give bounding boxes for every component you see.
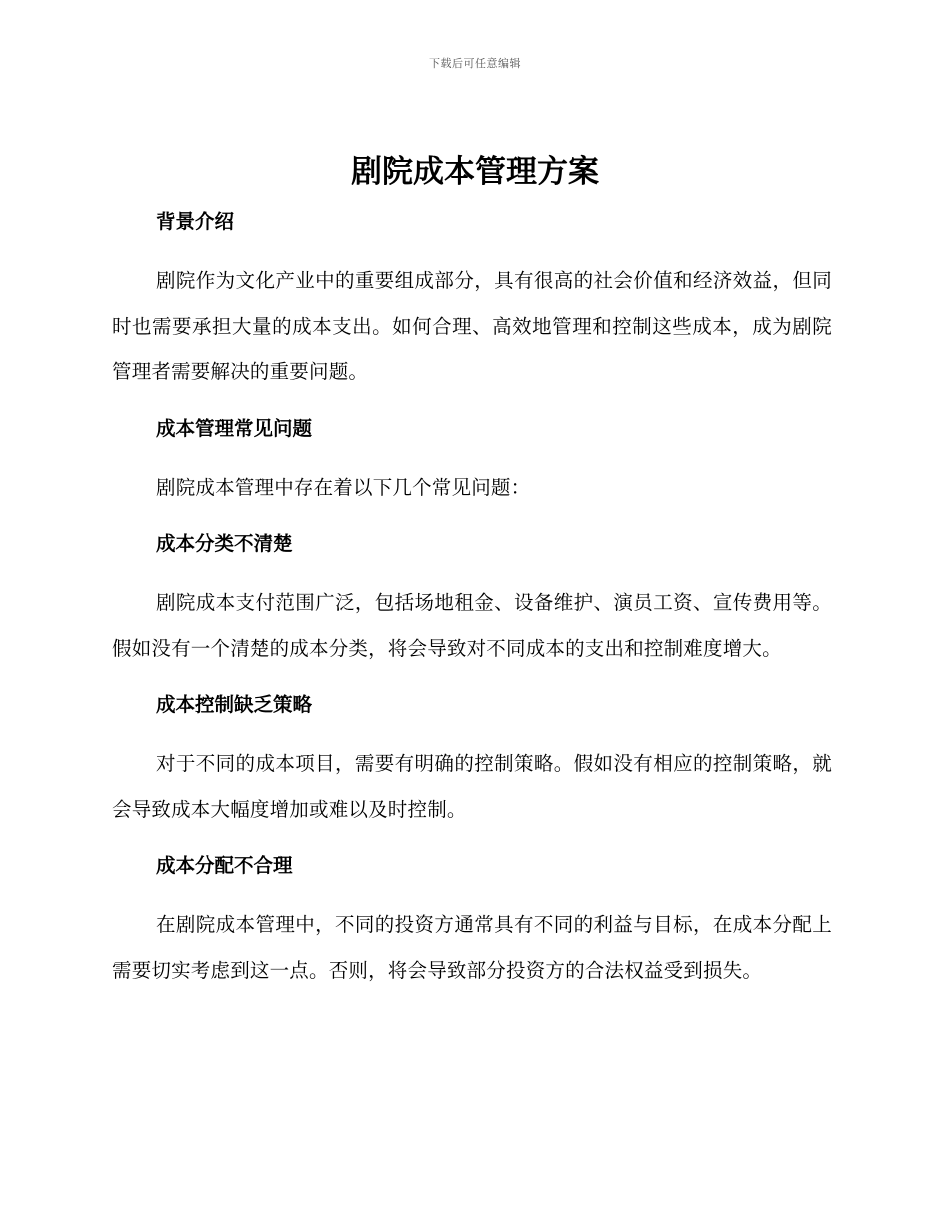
section-heading: 成本控制缺乏策略	[156, 693, 313, 716]
document-body	[112, 200, 832, 993]
section-paragraph: 剧院成本支付范围广泛，包括场地租金、设备维护、演员工资、宣传费用等。假如没有一个清楚的成本分类，将会导致对不同成本的支出和控制难度增大。	[112, 591, 832, 660]
section-common-issues	[112, 407, 832, 523]
header-note: 下载后可任意编辑	[429, 57, 521, 70]
section-cost-allocation	[112, 844, 832, 993]
section-background	[112, 200, 832, 407]
section-paragraph: 剧院作为文化产业中的重要组成部分，具有很高的社会价值和经济效益，但同时也需要承担大量的成本支出。如何合理、高效地管理和控制这些成本，成为剧院管理者需要解决的重要问题。	[112, 269, 832, 383]
section-heading: 背景介绍	[156, 210, 235, 233]
section-paragraph: 在剧院成本管理中，不同的投资方通常具有不同的利益与目标，在成本分配上需要切实考虑到这一点。否则，将会导致部分投资方的合法权益受到损失。	[112, 913, 832, 982]
document-title: 剧院成本管理方案	[351, 154, 599, 190]
section-cost-control	[112, 683, 832, 844]
section-heading: 成本管理常见问题	[156, 416, 313, 440]
section-heading: 成本分配不合理	[156, 854, 293, 877]
section-heading: 成本分类不清楚	[156, 532, 293, 555]
section-paragraph: 剧院成本管理中存在着以下几个常见问题：	[156, 475, 531, 499]
section-paragraph: 对于不同的成本项目，需要有明确的控制策略。假如没有相应的控制策略，就会导致成本大幅度增加或难以及时控制。	[112, 752, 832, 821]
section-cost-classification	[112, 522, 832, 683]
